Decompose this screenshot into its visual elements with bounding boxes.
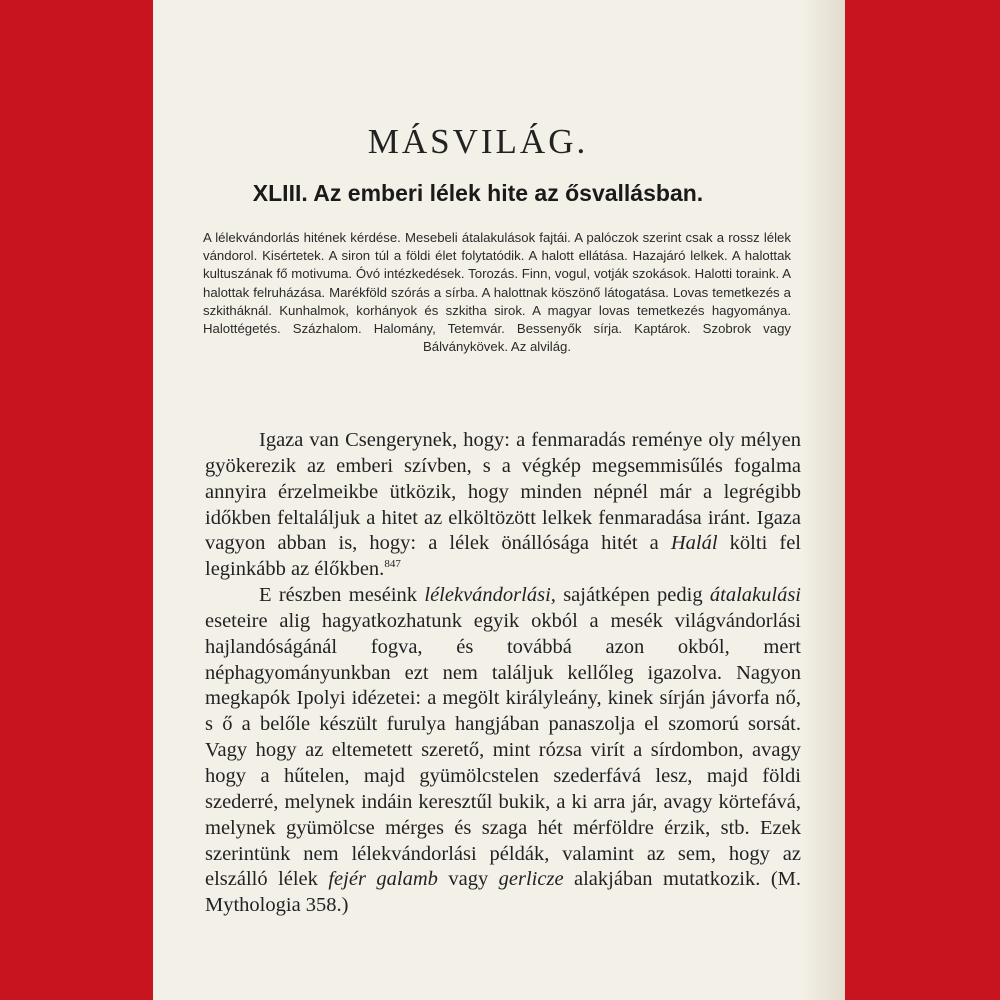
p1-text: Igaza van Csengerynek, hogy: a fenmaradás reménye oly mélyen gyökerezik az emberi szívben, s a végkép megsemmisűlés fogalma annyira érzelmeikbe ütközik, hogy minden népnél már a legrégibb időkben feltaláljuk a hitet az elköltözött lelkek fenmaradása iránt. Igaza vagyon abban is, hogy: a lélek önállósága hitét a (205, 429, 801, 555)
body-text (205, 428, 801, 919)
p1-text-end: költi fel leginkább az élőkben. (205, 532, 801, 581)
p2-text-4: vagy (437, 868, 499, 891)
chapter-title: XLIII. Az emberi lélek hite az ősvallásban. (252, 180, 704, 206)
page-gutter (801, 0, 845, 1000)
paragraph-2 (205, 583, 801, 919)
p2-italic-3: fejér galamb (328, 868, 438, 891)
p2-text-2: sajátképen pedig (555, 584, 710, 607)
p2-text-1: E részben meséink (259, 584, 425, 607)
p1-italic: Halál (670, 532, 718, 555)
paragraph-1 (205, 428, 801, 583)
footnote-ref[interactable]: 847 (384, 558, 401, 571)
chapter-summary: A lélekvándorlás hitének kérdése. Mesebeli átalakulások fajtái. A palóczok szerint csak a rossz lélek vándorol. Kisértetek. A siron túl a földi élet folytatódik. A halott ellátása. Hazajáró lelkek. A halottak kultuszának fő motivuma. Óvó intézkedések. Torozás. Finn, vogul, votják szokások. Halotti toraink. A halottak felruházása. Marékföld szórás a sírba. A halottnak köszönő látogatása. Lovas temetkezés a szkitháknál. Kunhalmok, korhányok és szkitha sirok. A magyar lovas temetkezés hagyománya. Halottégetés. Százhalom. Halomány, Tetemvár. Bessenyők sírja. Kaptárok. Szobrok vagy Bálványkövek. Az alvilág. (203, 230, 791, 355)
book-page (153, 0, 845, 1000)
p2-italic-1: lélekvándorlási, (424, 584, 556, 607)
page-title: MÁSVILÁG. (367, 122, 589, 161)
p2-text-5: alakjában mutatkozik. (M. Mythologia 358.) (205, 868, 801, 917)
p2-italic-2: átalakulási (709, 584, 801, 607)
p2-italic-4: gerlicze (498, 868, 564, 891)
p2-text-3: eseteire alig hagyatkozhatunk egyik okból a mesék világvándorlási hajlandóságánál fogva, és továbbá azon okból, mert néphagyományunkban ezt nem találjuk kellőleg igazolva. Nagyon megkapók Ipolyi idézetei: a megölt királyleány, kinek sírján jávorfa nő, s ő a belőle készült furulya hangjában panaszolja el szomorú sorsát. Vagy hogy az eltemetett szerető, mint rózsa virít a sírdombon, avagy hogy a hűtelen, majd gyümölcstelen szederfává lesz, majd földi szederré, melynek indáin keresztűl bukik, a ki arra jár, avagy körtefává, melynek gyümölcse mérges és szaga hét mérföldre érzik, stb. Ezek szerintünk nem lélekvándorlási példák, valamint az sem, hogy az elszálló lélek (205, 609, 801, 891)
